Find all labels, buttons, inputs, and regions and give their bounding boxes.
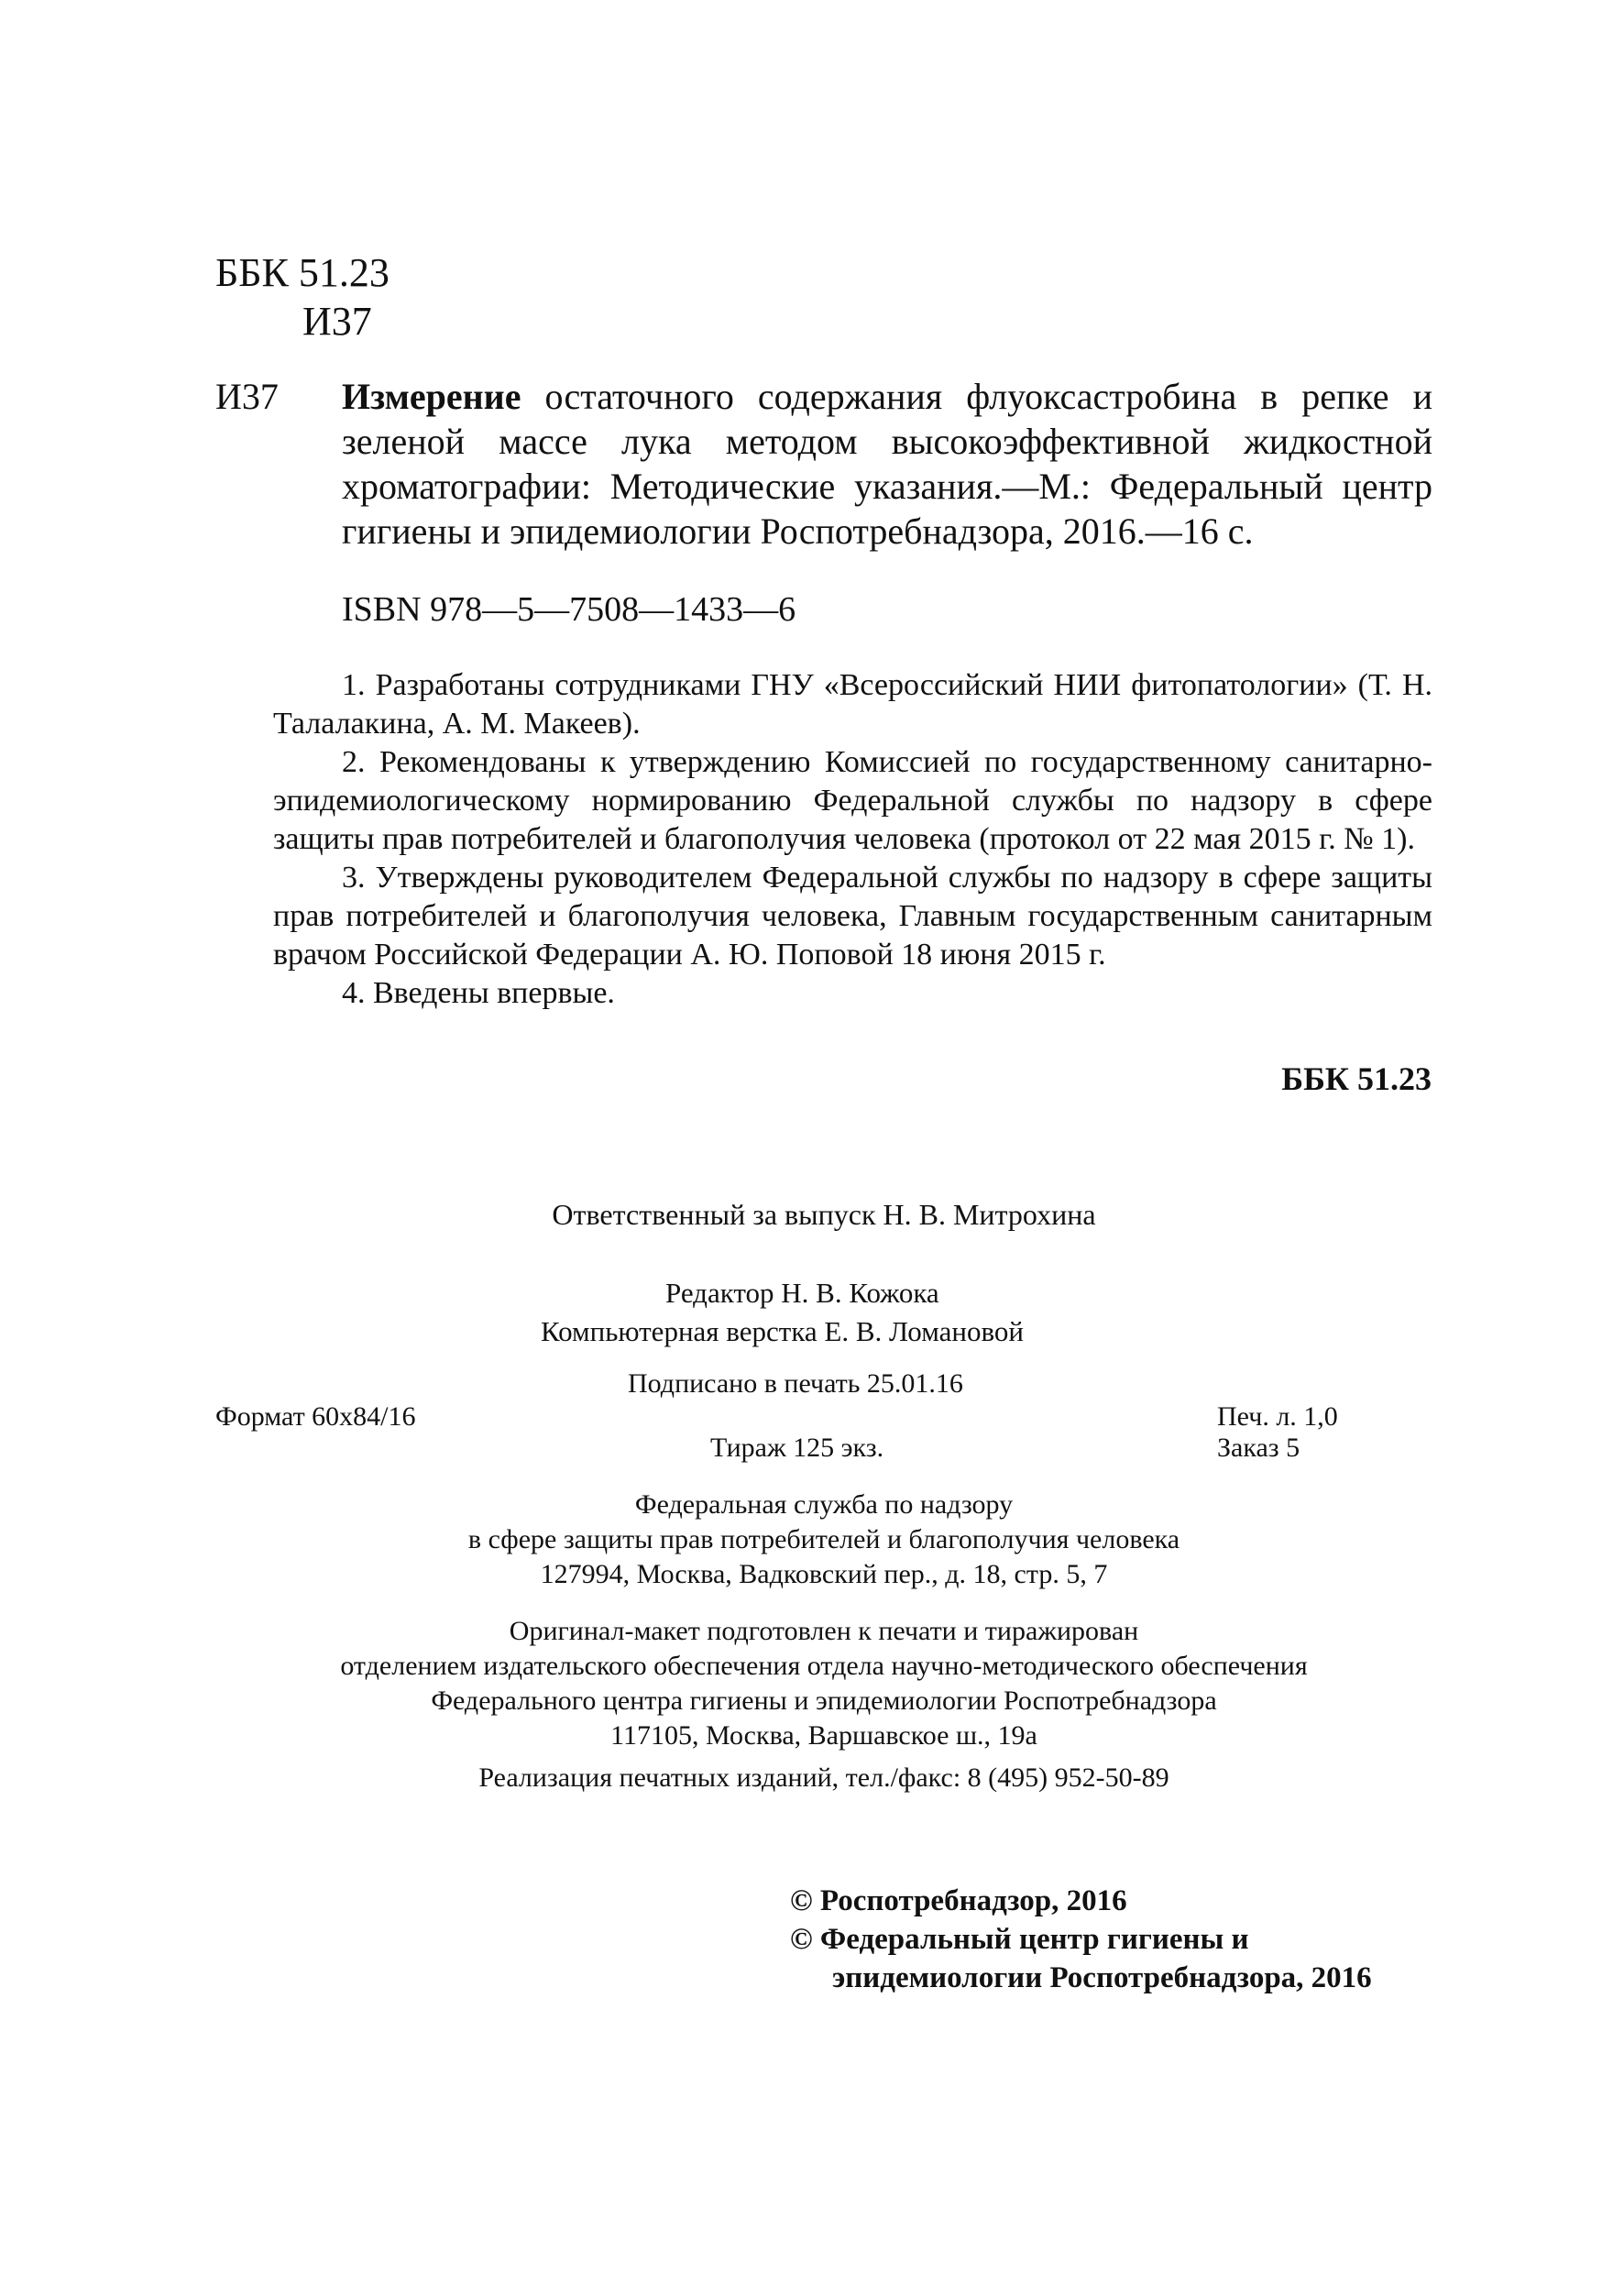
publisher-address: 127994, Москва, Вадковский пер., д. 18, стр. 5, 7 bbox=[540, 1559, 1108, 1589]
author-mark: И37 bbox=[302, 299, 372, 344]
producer-block bbox=[215, 1614, 1432, 1753]
annotation-title: Измерение bbox=[342, 376, 521, 417]
annotation-text bbox=[342, 374, 1432, 554]
editor-block bbox=[541, 1274, 1024, 1351]
notes-list bbox=[273, 666, 1432, 1013]
sales-contact: Реализация печатных изданий, тел./факс: 8 (495) 952-50-89 bbox=[478, 1762, 1169, 1793]
producer-line: отделением издательского обеспечения отдела научно-методического обеспечения bbox=[340, 1651, 1308, 1681]
note-item: 4. Введены впервые. bbox=[342, 976, 615, 1010]
print-sheets: Печ. л. 1,0 bbox=[1217, 1401, 1338, 1432]
producer-line: Федерального центра гигиены и эпидемиологии Роспотребнадзора bbox=[431, 1686, 1217, 1716]
paper-format: Формат 60x84/16 bbox=[215, 1401, 416, 1432]
publisher-line: в сфере защиты прав потребителей и благополучия человека bbox=[467, 1524, 1180, 1554]
producer-address: 117105, Москва, Варшавское ш., 19а bbox=[610, 1720, 1037, 1751]
note-item: 1. Разработаны сотрудниками ГНУ «Всероссийский НИИ фитопатологии» (Т. Н. Талалакина, А. М. Макеев). bbox=[273, 668, 1432, 741]
responsible-editor: Ответственный за выпуск Н. В. Митрохина bbox=[552, 1198, 1096, 1231]
isbn: ISBN 978—5—7508—1433—6 bbox=[342, 590, 796, 629]
copyright-line: эпидемиологии Роспотребнадзора, 2016 bbox=[832, 1961, 1372, 1994]
editor: Редактор Н. В. Кожока bbox=[665, 1277, 939, 1309]
bibliographic-annotation bbox=[215, 374, 1432, 554]
circulation: Тираж 125 экз. bbox=[710, 1433, 884, 1463]
publisher-line: Федеральная служба по надзору bbox=[634, 1489, 1014, 1520]
note-item: 2. Рекомендованы к утверждению Комиссией по государственному санитарно-эпидемиологическому нормированию Федеральной службы по надзору в сфере защиты прав потребителей и благополучия человека (протокол от 22 мая 2015 г. № 1). bbox=[273, 745, 1432, 856]
layout-designer: Компьютерная верстка Е. В. Ломановой bbox=[541, 1315, 1024, 1347]
order-number: Заказ 5 bbox=[1217, 1433, 1300, 1463]
bbk-code-bottom: ББК 51.23 bbox=[1281, 1060, 1432, 1097]
publisher-block bbox=[215, 1488, 1432, 1592]
annotation-author-mark: И37 bbox=[215, 376, 279, 417]
copyright-line: © Роспотребнадзор, 2016 bbox=[790, 1884, 1127, 1917]
note-item: 3. Утверждены руководителем Федеральной службы по надзору в сфере защиты прав потребителей и благополучия человека, Главным государственным санитарным врачом Российской Федерации А. Ю. Поповой 18 июня 2015 г. bbox=[273, 861, 1432, 972]
copyright-line: © Федеральный центр гигиены и bbox=[790, 1923, 1249, 1956]
bbk-code: ББК 51.23 bbox=[215, 250, 390, 295]
annotation-body: остаточного содержания флуоксастробина в репке и зеленой массе лука методом высокоэффективной жидкостной хроматографии: Методические указания.—М.: Федеральный центр гигиены и эпидемиологии Роспотребнадзора, 2016.—16 с. bbox=[342, 376, 1432, 552]
producer-line: Оригинал-макет подготовлен к печати и тиражирован bbox=[509, 1616, 1139, 1646]
signed-to-print: Подписано в печать 25.01.16 bbox=[628, 1368, 963, 1399]
copyright-block bbox=[790, 1882, 1372, 1997]
